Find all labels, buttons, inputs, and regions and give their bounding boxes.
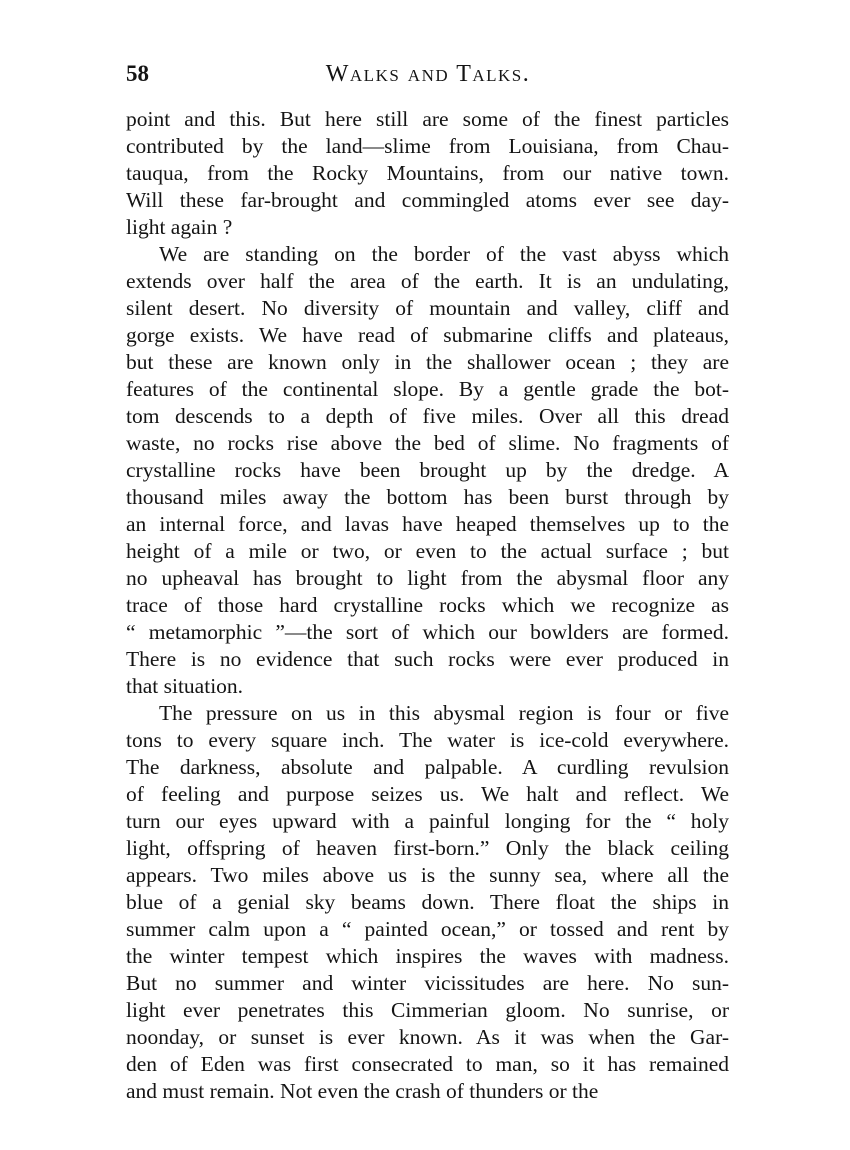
text-line: that situation.	[126, 674, 244, 698]
text-line: crystalline rocks have been brought up by the dredge. A	[126, 458, 729, 482]
page-number: 58	[126, 61, 149, 86]
text-line: point and this. But here still are some of the finest particles	[126, 107, 729, 131]
text-line: extends over half the area of the earth. It is an undulating,	[126, 269, 729, 293]
text-line: appears. Two miles above us is the sunny sea, where all the	[126, 863, 729, 887]
text-line: The pressure on us in this abysmal region is four or five	[159, 701, 729, 725]
running-title: Walks and Talks.	[325, 61, 531, 87]
text-line: turn our eyes upward with a painful longing for the “ holy	[126, 809, 729, 833]
text-line: contributed by the land—slime from Louisiana, from Chau-	[126, 134, 729, 158]
text-line: den of Eden was first consecrated to man, so it has remained	[126, 1052, 729, 1076]
text-line: light ever penetrates this Cimmerian gloom. No sunrise, or	[126, 998, 729, 1022]
running-head	[126, 58, 730, 90]
text-line: thousand miles away the bottom has been burst through by	[126, 485, 729, 509]
text-line: There is no evidence that such rocks were ever produced in	[126, 647, 729, 671]
text-line: tons to every square inch. The water is ice-cold everywhere.	[126, 728, 729, 752]
text-line: blue of a genial sky beams down. There float the ships in	[126, 890, 729, 914]
text-line: features of the continental slope. By a gentle grade the bot-	[126, 377, 729, 401]
text-line: an internal force, and lavas have heaped themselves up to the	[126, 512, 729, 536]
text-line: gorge exists. We have read of submarine cliffs and plateaus,	[126, 323, 729, 347]
text-line: and must remain. Not even the crash of thunders or the	[126, 1079, 599, 1103]
text-line: silent desert. No diversity of mountain and valley, cliff and	[126, 296, 729, 320]
text-line: of feeling and purpose seizes us. We halt and reflect. We	[126, 782, 729, 806]
text-line: light again ?	[126, 215, 233, 239]
paragraph	[126, 700, 729, 1105]
text-line: “ metamorphic ”—the sort of which our bowlders are formed.	[126, 620, 729, 644]
text-line: We are standing on the border of the vast abyss which	[159, 242, 729, 266]
text-line: height of a mile or two, or even to the actual surface ; but	[126, 539, 729, 563]
text-line: But no summer and winter vicissitudes are here. No sun-	[126, 971, 729, 995]
text-line: summer calm upon a “ painted ocean,” or tossed and rent by	[126, 917, 729, 941]
text-line: Will these far-brought and commingled atoms ever see day-	[126, 188, 729, 212]
paragraph	[126, 241, 729, 700]
text-line: the winter tempest which inspires the waves with madness.	[126, 944, 729, 968]
body-text	[126, 106, 729, 1105]
text-line: trace of those hard crystalline rocks which we recognize as	[126, 593, 729, 617]
text-line: waste, no rocks rise above the bed of slime. No fragments of	[126, 431, 729, 455]
text-line: light, offspring of heaven first-born.” Only the black ceiling	[126, 836, 729, 860]
text-line: The darkness, absolute and palpable. A curdling revulsion	[126, 755, 729, 779]
text-line: but these are known only in the shallower ocean ; they are	[126, 350, 729, 374]
text-line: no upheaval has brought to light from the abysmal floor any	[126, 566, 729, 590]
text-line: tauqua, from the Rocky Mountains, from our native town.	[126, 161, 729, 185]
paragraph	[126, 106, 729, 241]
text-line: tom descends to a depth of five miles. Over all this dread	[126, 404, 729, 428]
text-line: noonday, or sunset is ever known. As it was when the Gar-	[126, 1025, 729, 1049]
